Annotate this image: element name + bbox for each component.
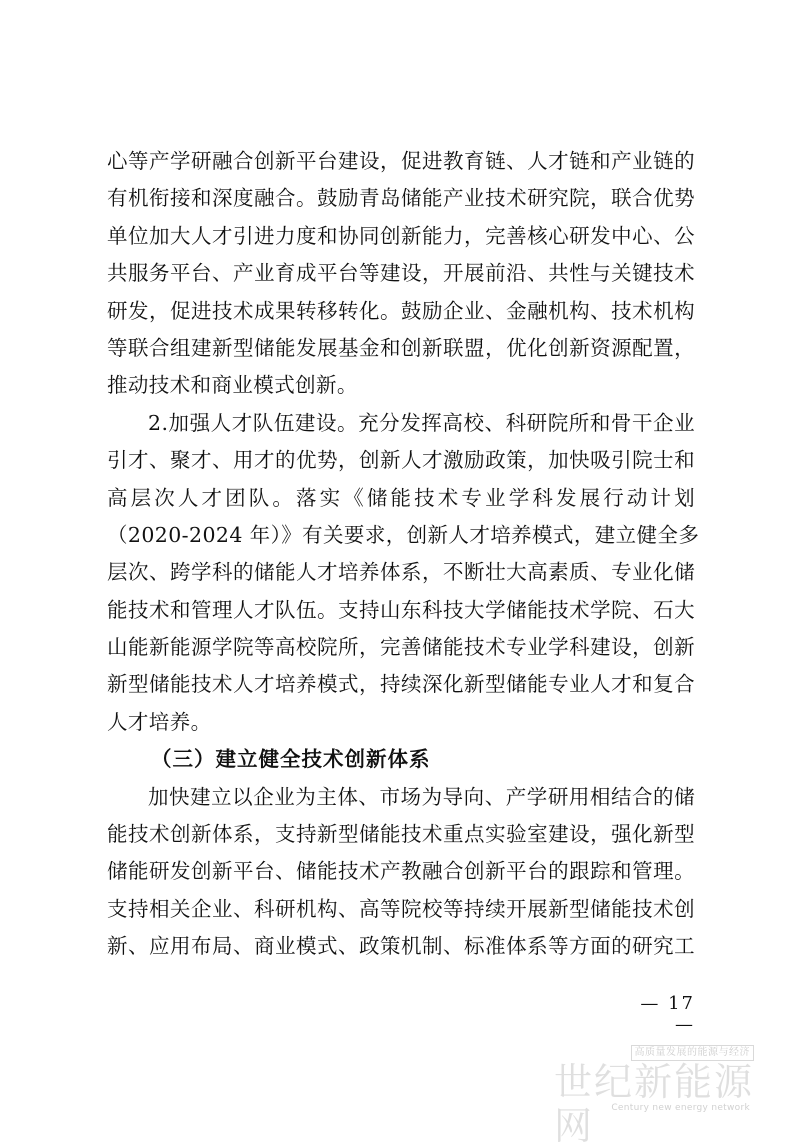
watermark-title: 世纪新能源网 — [554, 1060, 755, 1148]
text-line: 单位加大人才引进力度和协同创新能力，完善核心研发中心、公 — [107, 223, 695, 248]
page-number: — 17 — — [640, 993, 695, 1035]
section-heading: （三）建立健全技术创新体系 — [151, 747, 431, 772]
document-body — [107, 143, 700, 966]
text-line: 等联合组建新型储能发展基金和创新联盟，优化创新资源配置， — [107, 335, 695, 360]
text-line: 心等产学研融合创新平台建设，促进教育链、人才链和产业链的 — [107, 149, 695, 173]
text-line: 层次、跨学科的储能人才培养体系，不断壮大高素质、专业化储 — [107, 560, 695, 585]
text-line: 2.加强人才队伍建设。充分发挥高校、科研院所和骨干企业 — [148, 410, 695, 435]
text-line: 人才培养。 — [107, 709, 212, 734]
text-line: 加快建立以企业为主体、市场为导向、产学研用相结合的储 — [148, 784, 695, 809]
text-line: 研发，促进技术成果转移转化。鼓励企业、金融机构、技术机构 — [107, 298, 695, 323]
text-line: （2020-2024 年）》有关要求，创新人才培养模式，建立健全多 — [107, 522, 700, 547]
text-line: 能技术创新体系，支持新型储能技术重点实验室建设，强化新型 — [107, 822, 695, 847]
text-line: 新型储能技术人才培养模式，持续深化新型储能专业人才和复合 — [107, 672, 695, 697]
watermark-tagline: 高质量发展的能源与经济 — [631, 1045, 755, 1061]
text-line: 山能新能源学院等高校院所，完善储能技术专业学科建设，创新 — [107, 635, 695, 660]
text-line: 共服务平台、产业育成平台等建设，开展前沿、共性与关键技术 — [107, 261, 695, 286]
text-line: 储能研发创新平台、储能技术产教融合创新平台的跟踪和管理。 — [107, 859, 695, 884]
text-line: 推动技术和商业模式创新。 — [107, 373, 358, 398]
text-line: 引才、聚才、用才的优势，创新人才激励政策，加快吸引院士和 — [107, 448, 695, 473]
text-line: 支持相关企业、科研机构、高等院校等持续开展新型储能技术创 — [107, 896, 695, 921]
text-line: 能技术和管理人才队伍。支持山东科技大学储能技术学院、石大 — [107, 597, 695, 622]
text-line: 有机衔接和深度融合。鼓励青岛储能产业技术研究院，联合优势 — [107, 186, 695, 211]
text-line: 新、应用布局、商业模式、政策机制、标准体系等方面的研究工 — [107, 934, 695, 959]
watermark-logo — [554, 1045, 755, 1148]
watermark-subtitle: Century new energy network — [611, 1103, 750, 1113]
text-line: 高层次人才团队。落实《储能技术专业学科发展行动计划 — [107, 485, 695, 510]
